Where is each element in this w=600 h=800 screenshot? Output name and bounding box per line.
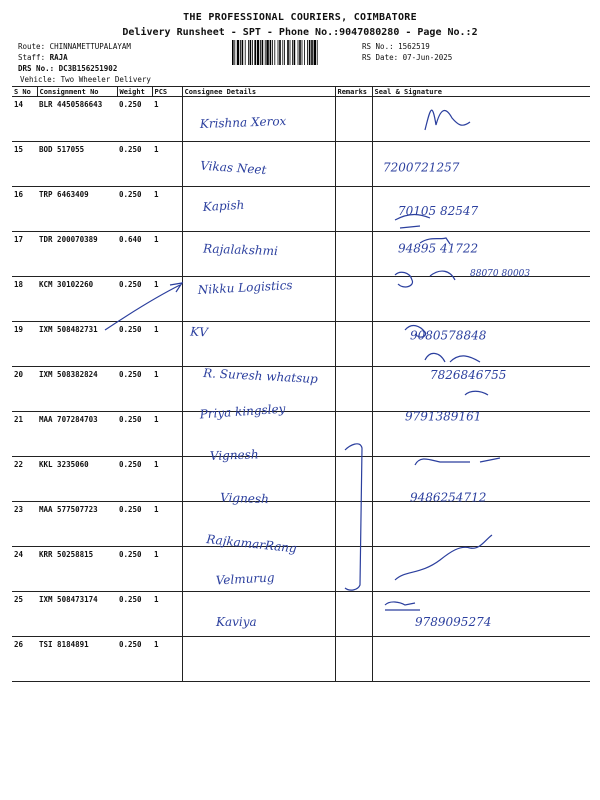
- row-consignment: MAA 577507723: [37, 502, 117, 547]
- row-remarks: [335, 97, 372, 142]
- table-row: [12, 232, 590, 277]
- row-remarks: [335, 277, 372, 322]
- row-remarks: [335, 637, 372, 682]
- row-weight: 0.250: [117, 457, 152, 502]
- row-consignee-details: [182, 142, 335, 187]
- staff-label: Staff:: [18, 53, 46, 62]
- row-seal-signature: [372, 142, 590, 187]
- handwritten-phone: 70105 82547: [398, 204, 479, 218]
- handwritten-phone: 7200721257: [383, 160, 460, 175]
- row-remarks: [335, 232, 372, 277]
- row-remarks: [335, 187, 372, 232]
- row-consignee-details: [182, 232, 335, 277]
- handwritten-phone: 9789095274: [415, 615, 492, 629]
- runsheet-table: [12, 86, 590, 682]
- row-sno: 23: [12, 502, 37, 547]
- row-consignment: IXM 508473174: [37, 592, 117, 637]
- row-weight: 0.250: [117, 97, 152, 142]
- row-weight: 0.250: [117, 187, 152, 232]
- row-sno: 24: [12, 547, 37, 592]
- handwritten-phone: 88070 80003: [470, 269, 531, 279]
- handwritten-name: Rajalakshmi: [202, 241, 279, 259]
- row-consignee-details: [182, 547, 335, 592]
- row-sno: 19: [12, 322, 37, 367]
- table-row: [12, 367, 590, 412]
- row-weight: 0.250: [117, 142, 152, 187]
- vehicle-label: Vehicle: Two Wheeler Delivery: [20, 75, 151, 84]
- col-remarks: Remarks: [335, 87, 372, 97]
- handwritten-name: Vignesh: [219, 490, 270, 507]
- row-consignee-details: [182, 457, 335, 502]
- row-weight: 0.250: [117, 592, 152, 637]
- table-row: [12, 322, 590, 367]
- row-seal-signature: [372, 457, 590, 502]
- row-weight: 0.250: [117, 547, 152, 592]
- handwritten-name: Kaviya: [216, 615, 257, 629]
- row-consignee-details: [182, 187, 335, 232]
- row-consignment: TRP 6463409: [37, 187, 117, 232]
- handwritten-name: KV: [189, 324, 209, 340]
- row-consignment: KKL 3235060: [37, 457, 117, 502]
- row-seal-signature: [372, 187, 590, 232]
- runsheet-title: THE PROFESSIONAL COURIERS, COIMBATORE: [183, 12, 417, 23]
- row-seal-signature: [372, 367, 590, 412]
- row-weight: 0.250: [117, 412, 152, 457]
- row-sno: 16: [12, 187, 37, 232]
- row-sno: 15: [12, 142, 37, 187]
- row-remarks: [335, 592, 372, 637]
- row-consignee-details: [182, 592, 335, 637]
- row-weight: 0.250: [117, 502, 152, 547]
- row-consignee-details: [182, 277, 335, 322]
- rs-date: RS Date: 07-Jun-2025: [362, 53, 453, 62]
- row-remarks: [335, 412, 372, 457]
- row-seal-signature: [372, 502, 590, 547]
- row-seal-signature: [372, 277, 590, 322]
- row-consignee-details: [182, 322, 335, 367]
- col-seal: Seal & Signature: [372, 87, 590, 97]
- row-sno: 20: [12, 367, 37, 412]
- row-consignee-details: [182, 637, 335, 682]
- drs-value: DC3B156251902: [58, 64, 118, 73]
- row-consignment: KCM 30102260: [37, 277, 117, 322]
- row-remarks: [335, 322, 372, 367]
- row-sno: 22: [12, 457, 37, 502]
- drs-line: [18, 64, 117, 73]
- row-pcs: 1: [152, 547, 182, 592]
- row-consignee-details: [182, 412, 335, 457]
- row-seal-signature: [372, 547, 590, 592]
- row-consignment: KRR 50258815: [37, 547, 117, 592]
- row-consignment: BLR 4450586643: [37, 97, 117, 142]
- row-pcs: 1: [152, 502, 182, 547]
- col-consignment: Consignment No: [37, 87, 117, 97]
- row-consignment: BOD 517055: [37, 142, 117, 187]
- row-seal-signature: [372, 232, 590, 277]
- row-pcs: 1: [152, 232, 182, 277]
- row-consignment: IXM 508382824: [37, 367, 117, 412]
- handwritten-name: Krishna Xerox: [199, 113, 287, 131]
- table-row: [12, 502, 590, 547]
- table-row: [12, 187, 590, 232]
- table-row: [12, 457, 590, 502]
- row-pcs: 1: [152, 592, 182, 637]
- handwritten-phone: 9486254712: [410, 490, 487, 505]
- row-seal-signature: [372, 322, 590, 367]
- table-row: [12, 142, 590, 187]
- row-remarks: [335, 367, 372, 412]
- row-pcs: 1: [152, 457, 182, 502]
- handwritten-name: Priya kingsley: [199, 401, 286, 422]
- staff-value: RAJA: [49, 53, 68, 62]
- row-consignee-details: [182, 502, 335, 547]
- row-pcs: 1: [152, 277, 182, 322]
- handwritten-name: Vikas Neet: [199, 158, 267, 178]
- row-pcs: 1: [152, 187, 182, 232]
- handwritten-phone: 9791389161: [405, 409, 482, 424]
- handwritten-name: Velmurug: [215, 570, 275, 588]
- handwritten-phone: 9080578848: [410, 328, 487, 343]
- table-row: [12, 412, 590, 457]
- table-row: [12, 592, 590, 637]
- row-pcs: 1: [152, 322, 182, 367]
- row-pcs: 1: [152, 142, 182, 187]
- row-weight: 0.640: [117, 232, 152, 277]
- handwritten-name: Nikku Logistics: [197, 278, 293, 297]
- row-sno: 21: [12, 412, 37, 457]
- col-details: Consignee Details: [182, 87, 335, 97]
- handwritten-phone: 94895 41722: [398, 241, 479, 256]
- row-sno: 25: [12, 592, 37, 637]
- row-pcs: 1: [152, 367, 182, 412]
- table-row: [12, 547, 590, 592]
- drs-label: DRS No.:: [18, 64, 55, 73]
- row-remarks: [335, 502, 372, 547]
- row-remarks: [335, 457, 372, 502]
- row-consignee-details: [182, 97, 335, 142]
- staff-line: [18, 53, 68, 62]
- row-pcs: 1: [152, 412, 182, 457]
- row-consignee-details: [182, 367, 335, 412]
- row-consignment: TDR 200070389: [37, 232, 117, 277]
- handwritten-name: Vignesh: [209, 447, 259, 463]
- row-consignment: MAA 707284703: [37, 412, 117, 457]
- table-row: [12, 637, 590, 682]
- row-sno: 17: [12, 232, 37, 277]
- route-label: Route: CHINNAMETTUPALAYAM: [18, 42, 131, 51]
- handwritten-name: Kapish: [202, 197, 245, 214]
- col-weight: Weight: [117, 87, 152, 97]
- row-pcs: 1: [152, 97, 182, 142]
- row-seal-signature: [372, 409, 590, 457]
- row-remarks: [335, 142, 372, 187]
- row-remarks: [335, 547, 372, 592]
- handwritten-name: RajkamarRang: [205, 532, 298, 556]
- row-weight: 0.250: [117, 322, 152, 367]
- row-weight: 0.250: [117, 637, 152, 682]
- col-sno: S No: [12, 87, 37, 97]
- row-sno: 26: [12, 637, 37, 682]
- row-seal-signature: [372, 97, 590, 142]
- rs-number: RS No.: 1562519: [362, 42, 430, 51]
- row-consignment: TSI 8184891: [37, 637, 117, 682]
- row-weight: 0.250: [117, 277, 152, 322]
- row-pcs: 1: [152, 637, 182, 682]
- table-header: [12, 87, 590, 97]
- col-pcs: PCS: [152, 87, 182, 97]
- row-weight: 0.250: [117, 367, 152, 412]
- row-sno: 18: [12, 277, 37, 322]
- row-consignment: IXM 508482731: [37, 322, 117, 367]
- row-seal-signature: [372, 637, 590, 682]
- handwritten-phone: 7826846755: [430, 368, 507, 382]
- runsheet-subtitle: Delivery Runsheet - SPT - Phone No.:9047080280 - Page No.:2: [122, 27, 478, 38]
- barcode-image: [232, 40, 352, 65]
- handwritten-name: R. Suresh whatsup: [202, 366, 319, 386]
- row-seal-signature: [372, 592, 590, 637]
- row-sno: 14: [12, 97, 37, 142]
- table-row: [12, 97, 590, 142]
- table-row: [12, 277, 590, 322]
